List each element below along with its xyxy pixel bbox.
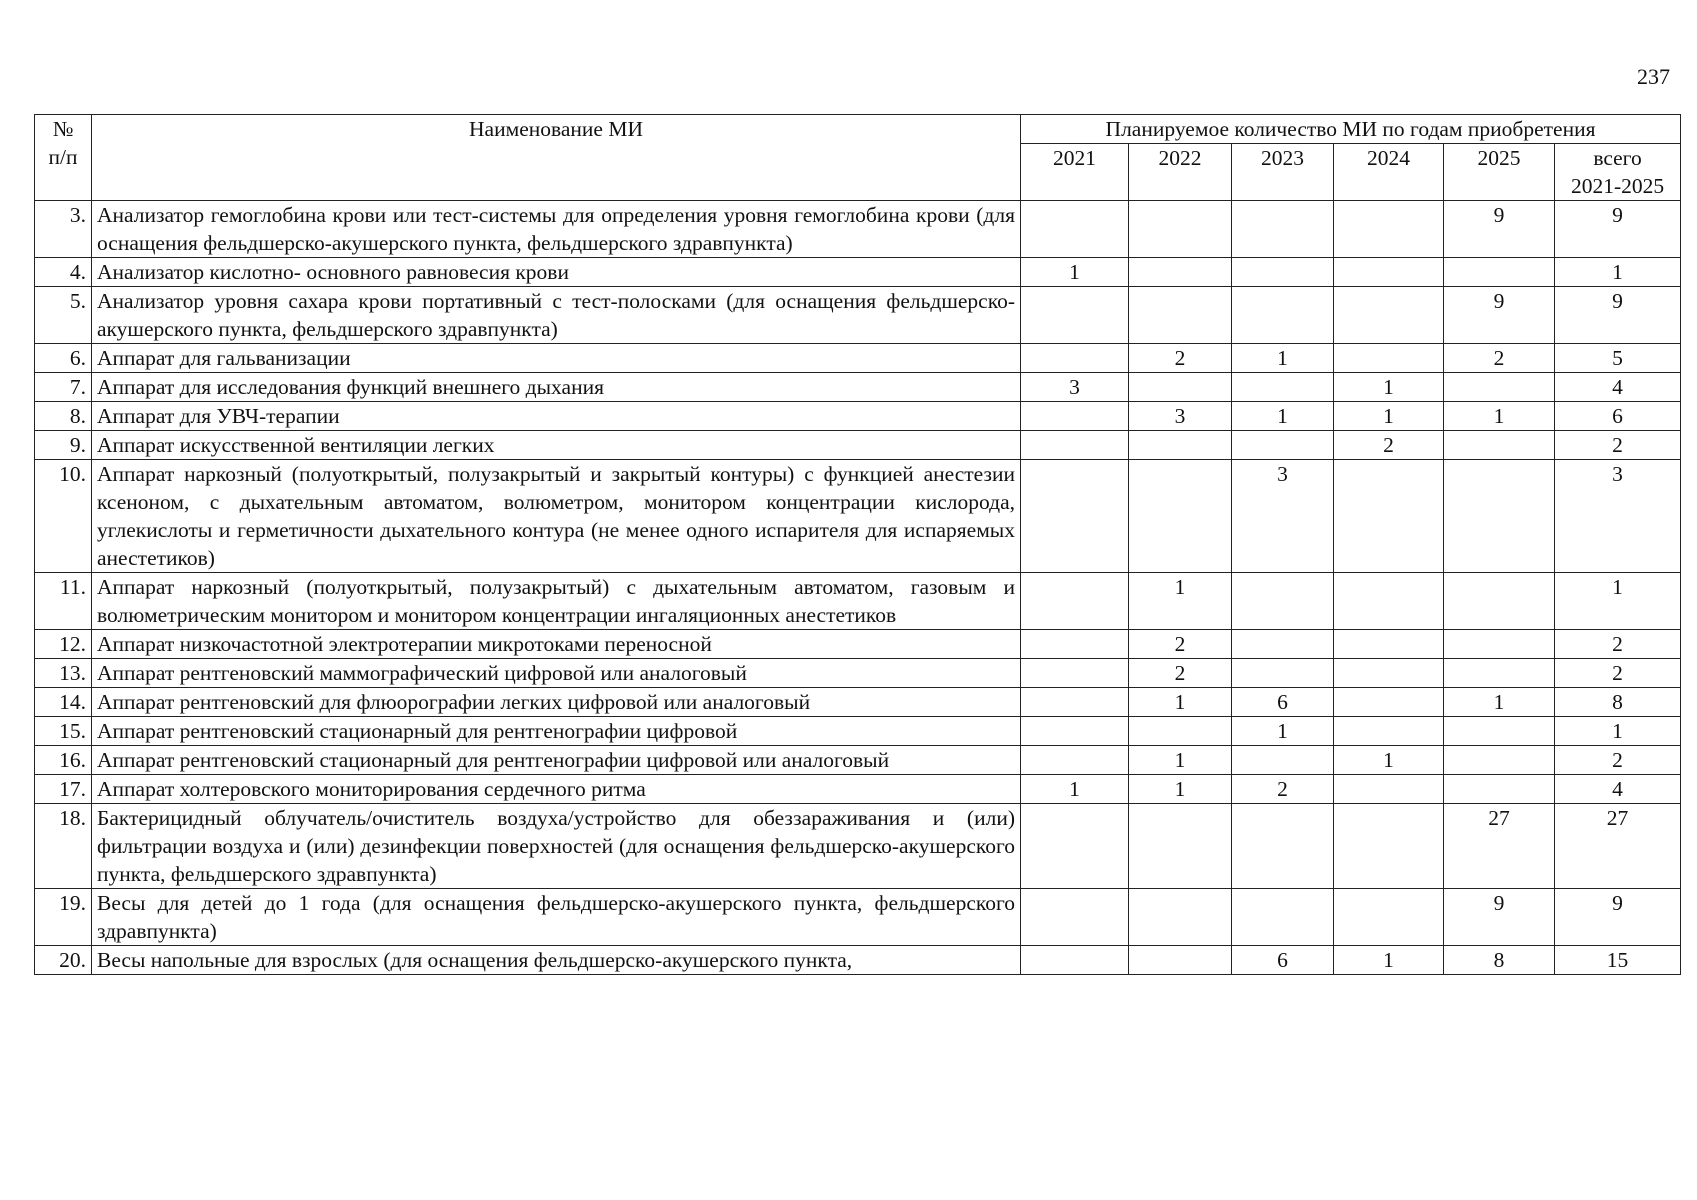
row-year-cell: 8: [1444, 946, 1555, 975]
row-total-cell: 2: [1555, 659, 1681, 688]
row-year-cell: 1: [1334, 373, 1444, 402]
row-year-cell: [1232, 630, 1334, 659]
row-number: 11.: [35, 573, 92, 630]
header-number: [35, 115, 92, 201]
row-total-cell: 9: [1555, 201, 1681, 258]
row-item-name: Анализатор уровня сахара крови портативный с тест-полосками (для оснащения фельдшерско-акушерского пункта, фельдшерского здравпункта): [92, 287, 1021, 344]
row-total-cell: 1: [1555, 717, 1681, 746]
row-year-cell: [1444, 746, 1555, 775]
row-number: 18.: [35, 804, 92, 889]
row-year-cell: [1129, 373, 1232, 402]
row-year-cell: [1232, 659, 1334, 688]
row-item-name: Анализатор гемоглобина крови или тест-системы для определения уровня гемоглобина крови (для оснащения фельдшерско-акушерского пункта, фельдшерского здравпункта): [92, 201, 1021, 258]
row-year-cell: [1021, 688, 1129, 717]
row-year-cell: [1444, 717, 1555, 746]
row-year-cell: 1: [1129, 746, 1232, 775]
row-number: 7.: [35, 373, 92, 402]
row-year-cell: [1444, 431, 1555, 460]
table-row: [35, 460, 1681, 573]
row-year-cell: 6: [1232, 688, 1334, 717]
table-row: [35, 201, 1681, 258]
row-year-cell: [1021, 946, 1129, 975]
row-total-cell: 4: [1555, 373, 1681, 402]
header-total-line1: всего: [1593, 146, 1642, 170]
row-item-name: Весы напольные для взрослых (для оснащения фельдшерско-акушерского пункта,: [92, 946, 1021, 975]
row-year-cell: 1: [1334, 402, 1444, 431]
row-year-cell: 2: [1129, 659, 1232, 688]
row-year-cell: 1: [1021, 775, 1129, 804]
row-year-cell: [1334, 889, 1444, 946]
row-year-cell: 9: [1444, 889, 1555, 946]
row-total-cell: 2: [1555, 630, 1681, 659]
row-year-cell: 1: [1129, 775, 1232, 804]
row-year-cell: [1129, 889, 1232, 946]
row-year-cell: [1232, 746, 1334, 775]
row-year-cell: [1021, 402, 1129, 431]
row-item-name: Бактерицидный облучатель/очиститель воздуха/устройство для обеззараживания и (или) фильтрации воздуха и (или) дезинфекции поверхностей (для оснащения фельдшерско-акушерского пункта, фельдшерского здравпункта): [92, 804, 1021, 889]
row-year-cell: [1021, 344, 1129, 373]
row-number: 14.: [35, 688, 92, 717]
row-number: 12.: [35, 630, 92, 659]
row-year-cell: 1: [1232, 717, 1334, 746]
table-row: [35, 258, 1681, 287]
row-year-cell: 2: [1129, 344, 1232, 373]
page-number: 237: [1637, 64, 1670, 89]
row-year-cell: 2: [1444, 344, 1555, 373]
row-number: 10.: [35, 460, 92, 573]
row-item-name: Аппарат для УВЧ-терапии: [92, 402, 1021, 431]
row-year-cell: [1232, 258, 1334, 287]
row-item-name: Аппарат для исследования функций внешнего дыхания: [92, 373, 1021, 402]
row-year-cell: [1334, 573, 1444, 630]
row-item-name: Весы для детей до 1 года (для оснащения фельдшерско-акушерского пункта, фельдшерского здравпункта): [92, 889, 1021, 946]
row-number: 17.: [35, 775, 92, 804]
row-year-cell: [1129, 201, 1232, 258]
row-total-cell: 4: [1555, 775, 1681, 804]
row-year-cell: [1129, 717, 1232, 746]
row-year-cell: [1232, 573, 1334, 630]
row-year-cell: [1021, 573, 1129, 630]
row-year-cell: 1: [1444, 688, 1555, 717]
row-number: 19.: [35, 889, 92, 946]
row-year-cell: [1021, 287, 1129, 344]
row-year-cell: [1021, 201, 1129, 258]
row-year-cell: [1232, 804, 1334, 889]
header-year: 2021: [1021, 144, 1129, 201]
table-header: [35, 115, 1681, 201]
header-year: 2023: [1232, 144, 1334, 201]
row-year-cell: [1232, 431, 1334, 460]
row-total-cell: 2: [1555, 431, 1681, 460]
row-total-cell: 15: [1555, 946, 1681, 975]
row-year-cell: 1: [1021, 258, 1129, 287]
row-item-name: Аппарат холтеровского мониторирования сердечного ритма: [92, 775, 1021, 804]
table-row: [35, 573, 1681, 630]
table-row: [35, 946, 1681, 975]
row-year-cell: 3: [1129, 402, 1232, 431]
row-year-cell: 6: [1232, 946, 1334, 975]
row-year-cell: [1232, 201, 1334, 258]
row-item-name: Аппарат рентгеновский стационарный для рентгенографии цифровой или аналоговый: [92, 746, 1021, 775]
row-number: 6.: [35, 344, 92, 373]
row-year-cell: [1334, 344, 1444, 373]
header-total-line2: 2021-2025: [1570, 174, 1665, 198]
row-number: 3.: [35, 201, 92, 258]
row-total-cell: 9: [1555, 287, 1681, 344]
row-year-cell: 2: [1129, 630, 1232, 659]
row-total-cell: 6: [1555, 402, 1681, 431]
row-year-cell: [1334, 258, 1444, 287]
row-year-cell: [1129, 946, 1232, 975]
row-number: 8.: [35, 402, 92, 431]
table-row: [35, 775, 1681, 804]
table-row: [35, 717, 1681, 746]
row-total-cell: 27: [1555, 804, 1681, 889]
header-name: Наименование МИ: [92, 115, 1021, 201]
row-number: 20.: [35, 946, 92, 975]
row-total-cell: 1: [1555, 258, 1681, 287]
row-year-cell: 3: [1232, 460, 1334, 573]
row-item-name: Аппарат низкочастотной электротерапии микротоками переносной: [92, 630, 1021, 659]
row-total-cell: 1: [1555, 573, 1681, 630]
equipment-table: [34, 114, 1681, 975]
row-item-name: Аппарат искусственной вентиляции легких: [92, 431, 1021, 460]
row-number: 16.: [35, 746, 92, 775]
row-item-name: Анализатор кислотно- основного равновесия крови: [92, 258, 1021, 287]
row-year-cell: [1444, 775, 1555, 804]
row-year-cell: [1334, 460, 1444, 573]
row-year-cell: 2: [1334, 431, 1444, 460]
row-year-cell: [1129, 431, 1232, 460]
table-body: [35, 201, 1681, 975]
row-year-cell: 27: [1444, 804, 1555, 889]
header-year: 2024: [1334, 144, 1444, 201]
table-row: [35, 630, 1681, 659]
row-year-cell: [1334, 659, 1444, 688]
row-year-cell: 9: [1444, 201, 1555, 258]
table-row: [35, 287, 1681, 344]
row-year-cell: [1129, 804, 1232, 889]
row-year-cell: 1: [1334, 746, 1444, 775]
row-year-cell: [1021, 630, 1129, 659]
row-year-cell: 1: [1334, 946, 1444, 975]
row-year-cell: [1444, 659, 1555, 688]
row-year-cell: [1444, 373, 1555, 402]
row-year-cell: [1021, 889, 1129, 946]
header-number-line1: №: [52, 117, 74, 141]
row-number: 4.: [35, 258, 92, 287]
row-year-cell: [1444, 573, 1555, 630]
header-number-line2: п/п: [48, 145, 78, 169]
header-year: 2022: [1129, 144, 1232, 201]
row-year-cell: [1444, 460, 1555, 573]
table-row: [35, 688, 1681, 717]
row-year-cell: 1: [1232, 344, 1334, 373]
row-year-cell: [1021, 746, 1129, 775]
row-year-cell: 2: [1232, 775, 1334, 804]
table-row: [35, 402, 1681, 431]
row-year-cell: 1: [1129, 573, 1232, 630]
row-year-cell: 1: [1129, 688, 1232, 717]
row-item-name: Аппарат рентгеновский маммографический цифровой или аналоговый: [92, 659, 1021, 688]
row-item-name: Аппарат наркозный (полуоткрытый, полузакрытый) с дыхательным автоматом, газовым и волюметрическим монитором и монитором концентрации ингаляционных анестетиков: [92, 573, 1021, 630]
row-item-name: Аппарат рентгеновский стационарный для рентгенографии цифровой: [92, 717, 1021, 746]
row-year-cell: [1232, 287, 1334, 344]
row-year-cell: [1444, 258, 1555, 287]
row-number: 9.: [35, 431, 92, 460]
row-year-cell: [1021, 717, 1129, 746]
row-item-name: Аппарат рентгеновский для флюорографии легких цифровой или аналоговый: [92, 688, 1021, 717]
row-year-cell: [1021, 659, 1129, 688]
row-year-cell: [1232, 889, 1334, 946]
header-total: [1555, 144, 1681, 201]
row-year-cell: 3: [1021, 373, 1129, 402]
table-row: [35, 431, 1681, 460]
row-year-cell: 1: [1444, 402, 1555, 431]
table-row: [35, 659, 1681, 688]
row-total-cell: 8: [1555, 688, 1681, 717]
header-planned-quantity: Планируемое количество МИ по годам приобретения: [1021, 115, 1681, 144]
row-year-cell: [1334, 287, 1444, 344]
table-row: [35, 804, 1681, 889]
row-year-cell: [1021, 460, 1129, 573]
row-year-cell: [1334, 201, 1444, 258]
row-year-cell: [1021, 431, 1129, 460]
row-year-cell: [1334, 775, 1444, 804]
row-total-cell: 9: [1555, 889, 1681, 946]
row-total-cell: 2: [1555, 746, 1681, 775]
row-year-cell: [1444, 630, 1555, 659]
row-year-cell: [1334, 717, 1444, 746]
row-year-cell: 1: [1232, 402, 1334, 431]
row-year-cell: 9: [1444, 287, 1555, 344]
row-year-cell: [1129, 287, 1232, 344]
row-year-cell: [1334, 688, 1444, 717]
table-row: [35, 373, 1681, 402]
table-row: [35, 746, 1681, 775]
row-year-cell: [1334, 630, 1444, 659]
row-year-cell: [1232, 373, 1334, 402]
table-row: [35, 889, 1681, 946]
row-number: 15.: [35, 717, 92, 746]
row-year-cell: [1129, 460, 1232, 573]
row-item-name: Аппарат наркозный (полуоткрытый, полузакрытый и закрытый контуры) с функцией анестезии ксеноном, с дыхательным автоматом, волюметром, монитором концентрации кислорода, углекислоты и герметичности дыхательного контура (не менее одного испарителя для испаряемых анестетиков): [92, 460, 1021, 573]
row-year-cell: [1021, 804, 1129, 889]
row-number: 5.: [35, 287, 92, 344]
table-row: [35, 344, 1681, 373]
row-total-cell: 3: [1555, 460, 1681, 573]
row-total-cell: 5: [1555, 344, 1681, 373]
row-year-cell: [1129, 258, 1232, 287]
header-year: 2025: [1444, 144, 1555, 201]
row-year-cell: [1334, 804, 1444, 889]
row-number: 13.: [35, 659, 92, 688]
row-item-name: Аппарат для гальванизации: [92, 344, 1021, 373]
